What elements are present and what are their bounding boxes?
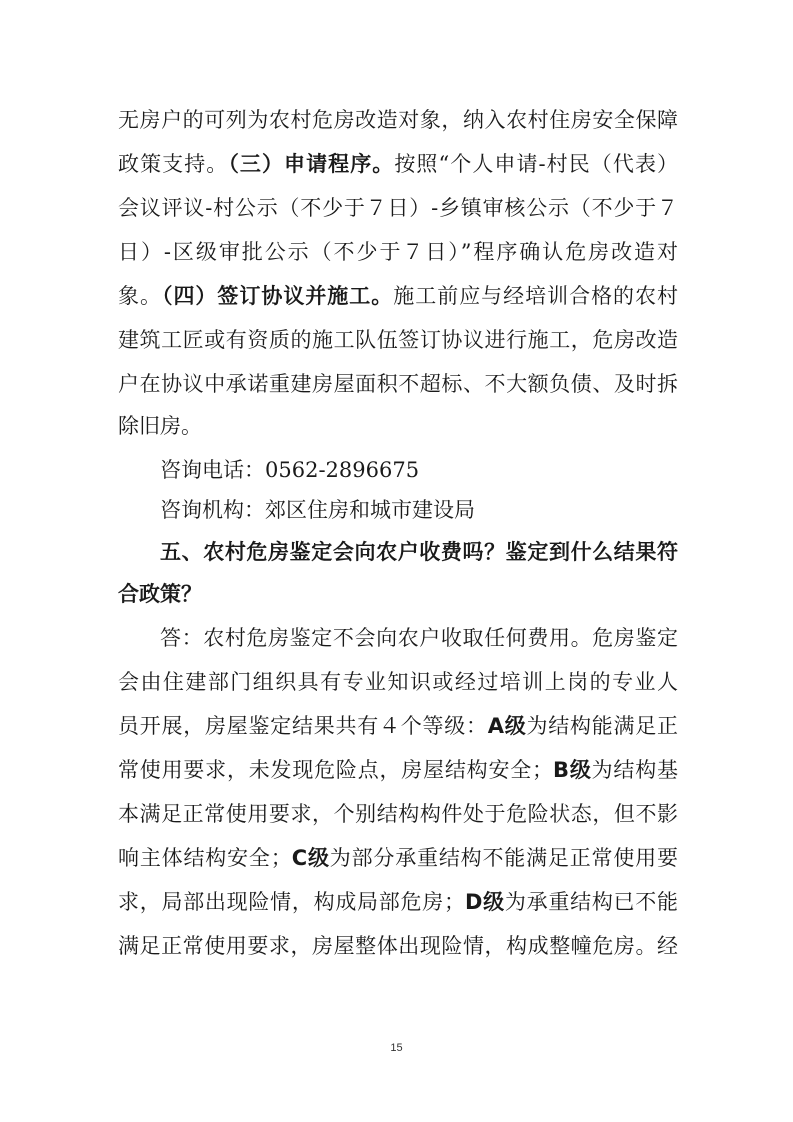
grade-label: B级 [553,758,592,782]
text-run: 常使用要求，未发现危险点，房屋结构安全； [118,758,554,782]
answer-line: 会由住建部门组织具有专业知识或经过培训上岗的专业人 [118,670,678,694]
answer-line [118,712,678,740]
text-run: 求，局部出现险情，构成局部危房； [118,890,465,914]
page-number: 15 [390,1042,403,1054]
text-run: 按照“个人申请-村民（代表） [394,152,679,176]
paragraph-line: 日）-区级审批公示（不少于７日）”程序确认危房改造对 [118,240,678,264]
section-heading-inline: （三）申请程序。 [228,152,395,176]
question-heading: 合政策？ [118,582,202,606]
text-run: 政策支持。 [118,152,229,176]
contact-phone: 咨询电话：0562-2896675 [160,458,420,482]
grade-label: A级 [487,714,527,738]
paragraph-line [118,282,678,310]
contact-agency: 咨询机构：郊区住房和城市建设局 [160,498,475,522]
paragraph-line: 除旧房。 [118,414,202,438]
question-heading: 五、农村危房鉴定会向农户收费吗？鉴定到什么结果符 [160,540,678,564]
text-run: 为部分承重结构不能满足正常使用要 [329,846,679,870]
answer-line [118,844,678,872]
paragraph-line [118,150,678,178]
paragraph-line: 建筑工匠或有资质的施工队伍签订协议进行施工，危房改造 [118,328,678,352]
paragraph-line: 会议评议-村公示（不少于７日）-乡镇审核公示（不少于７ [118,196,678,220]
text-run: 为结构基 [591,758,678,782]
grade-label: C级 [291,846,330,870]
answer-line: 本满足正常使用要求，个别结构构件处于危险状态，但不影 [118,802,678,826]
text-run: 施工前应与经培训合格的农村 [393,284,679,308]
text-run: 为承重结构已不能 [504,890,679,914]
answer-line [118,888,678,916]
answer-line: 答：农村危房鉴定不会向农户收取任何费用。危房鉴定 [160,626,678,650]
section-heading-inline: （四）签订协议并施工。 [161,284,394,308]
text-run: 响主体结构安全； [118,846,292,870]
text-run: 员开展，房屋鉴定结果共有４个等级： [118,714,488,738]
answer-line: 满足正常使用要求，房屋整体出现险情，构成整幢危房。经 [118,934,678,958]
text-run: 为结构能满足正 [526,714,679,738]
text-run: 象。 [118,284,162,308]
answer-line [118,756,678,784]
paragraph-line: 无房户的可列为农村危房改造对象，纳入农村住房安全保障 [118,108,678,132]
grade-label: D级 [464,890,505,914]
paragraph-line: 户在协议中承诺重建房屋面积不超标、不大额负债、及时拆 [118,372,678,396]
